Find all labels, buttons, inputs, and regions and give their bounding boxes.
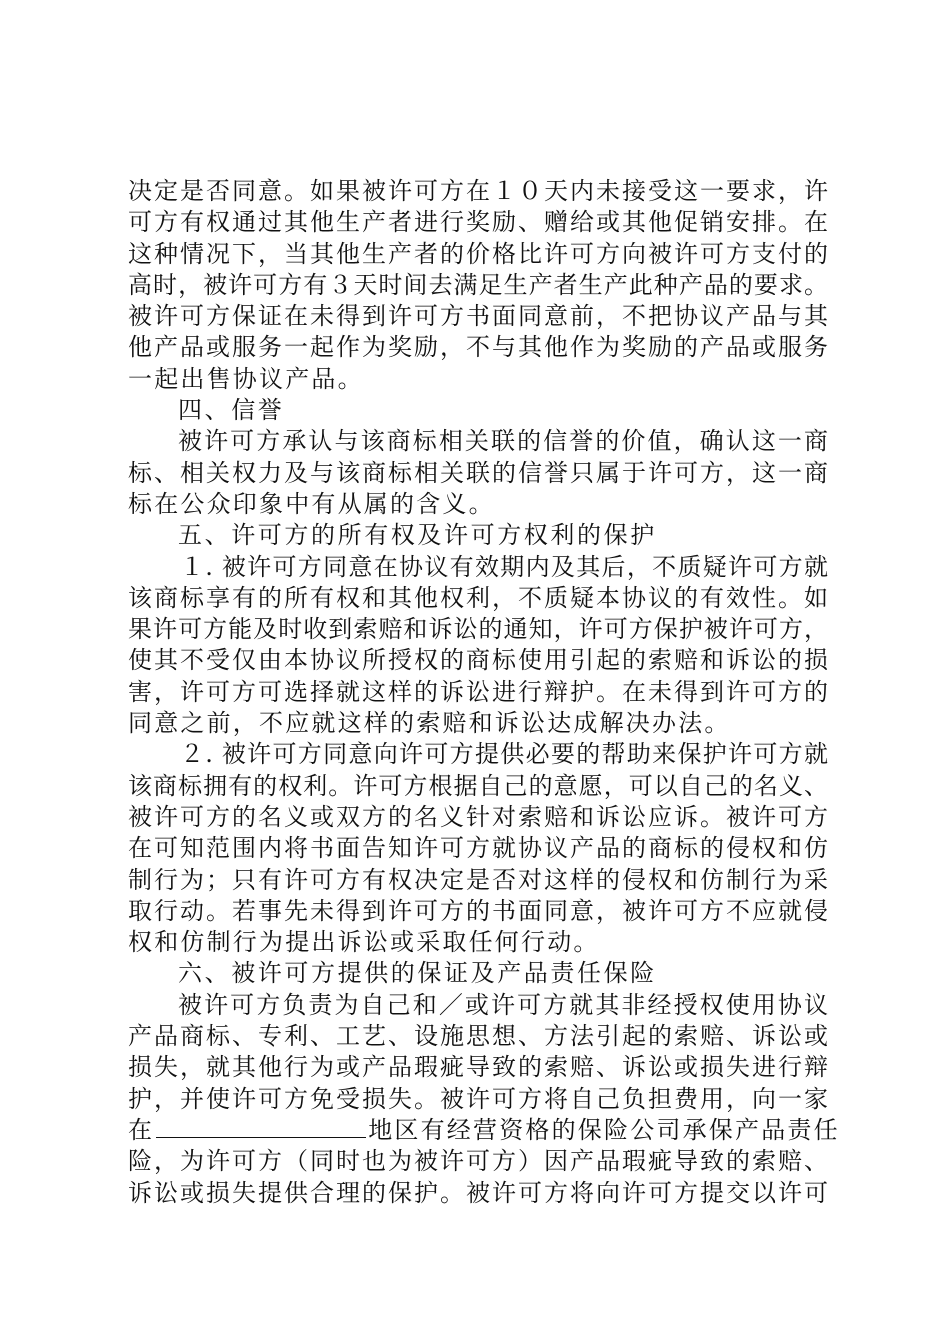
paragraph-line: ２. 被许可方同意向许可方提供必要的帮助来保护许可方就: [180, 740, 828, 769]
paragraph-line: 可方有权通过其他生产者进行奖励、赠给或其他促销安排。在: [128, 208, 828, 237]
paragraph-line: 产品商标、专利、工艺、设施思想、方法引起的索赔、诉讼或: [128, 1022, 828, 1051]
paragraph-line: 他产品或服务一起作为奖励，不与其他作为奖励的产品或服务: [128, 333, 828, 362]
document-body: [128, 176, 840, 1209]
paragraph-line: 这种情况下，当其他生产者的价格比许可方向被许可方支付的: [128, 239, 828, 268]
paragraph-line: 在可知范围内将书面告知许可方就协议产品的商标的侵权和仿: [128, 834, 828, 863]
paragraph-line: 标、相关权力及与该商标相关联的信誉只属于许可方，这一商: [128, 458, 828, 487]
paragraph-line: 损失，就其他行为或产品瑕疵导致的索赔、诉讼或损失进行辩: [128, 1053, 828, 1082]
paragraph-line: 护，并使许可方免受损失。被许可方将自己负担费用，向一家: [128, 1084, 828, 1113]
paragraph-line: 果许可方能及时收到索赔和诉讼的通知，许可方保护被许可方，: [128, 615, 828, 644]
paragraph-line: 高时，被许可方有３天时间去满足生产者生产此种产品的要求。: [128, 270, 828, 299]
paragraph-line: 该商标享有的所有权和其他权利，不质疑本协议的有效性。如: [128, 583, 828, 612]
paragraph-line: 权和仿制行为提出诉讼或采取任何行动。: [128, 928, 600, 957]
section-heading: 五、许可方的所有权及许可方权利的保护: [178, 521, 657, 550]
paragraph-line: 被许可方负责为自己和／或许可方就其非经授权使用协议: [178, 990, 828, 1019]
paragraph-line: 诉讼或损失提供合理的保护。被许可方将向许可方提交以许可: [128, 1178, 828, 1207]
paragraph-line: 被许可方保证在未得到许可方书面同意前，不把协议产品与其: [128, 302, 828, 331]
paragraph-line: １. 被许可方同意在协议有效期内及其后，不质疑许可方就: [180, 552, 828, 581]
paragraph-line: 制行为；只有许可方有权决定是否对这样的侵权和仿制行为采: [128, 865, 828, 894]
fill-in-blank: [156, 1115, 366, 1138]
line-prefix: 在: [128, 1115, 155, 1144]
paragraph-line: 害，许可方可选择就这样的诉讼进行辩护。在未得到许可方的: [128, 677, 828, 706]
section-heading: 四、信誉: [178, 396, 285, 425]
paragraph-line: 被许可方的名义或双方的名义针对索赔和诉讼应诉。被许可方: [128, 802, 828, 831]
paragraph-line: 取行动。若事先未得到许可方的书面同意，被许可方不应就侵: [128, 896, 828, 925]
paragraph-line: 被许可方承认与该商标相关联的信誉的价值，确认这一商: [178, 427, 828, 456]
paragraph-line: 标在公众印象中有从属的含义。: [128, 489, 495, 518]
line-suffix: 地区有经营资格的保险公司承保产品责任: [368, 1115, 840, 1144]
paragraph-line: 决定是否同意。如果被许可方在１０天内未接受这一要求，许: [128, 177, 828, 205]
paragraph-line: 同意之前，不应就这样的索赔和诉讼达成解决办法。: [128, 709, 731, 738]
paragraph-line: 险，为许可方（同时也为被许可方）因产品瑕疵导致的索赔、: [128, 1147, 828, 1176]
paragraph-line: 一起出售协议产品。: [128, 364, 364, 393]
paragraph-line: 该商标拥有的权利。许可方根据自己的意愿，可以自己的名义、: [128, 771, 828, 800]
paragraph-line-with-blank: [128, 1115, 840, 1146]
section-heading: 六、被许可方提供的保证及产品责任保险: [178, 959, 657, 988]
paragraph-line: 使其不受仅由本协议所授权的商标使用引起的索赔和诉讼的损: [128, 646, 828, 675]
